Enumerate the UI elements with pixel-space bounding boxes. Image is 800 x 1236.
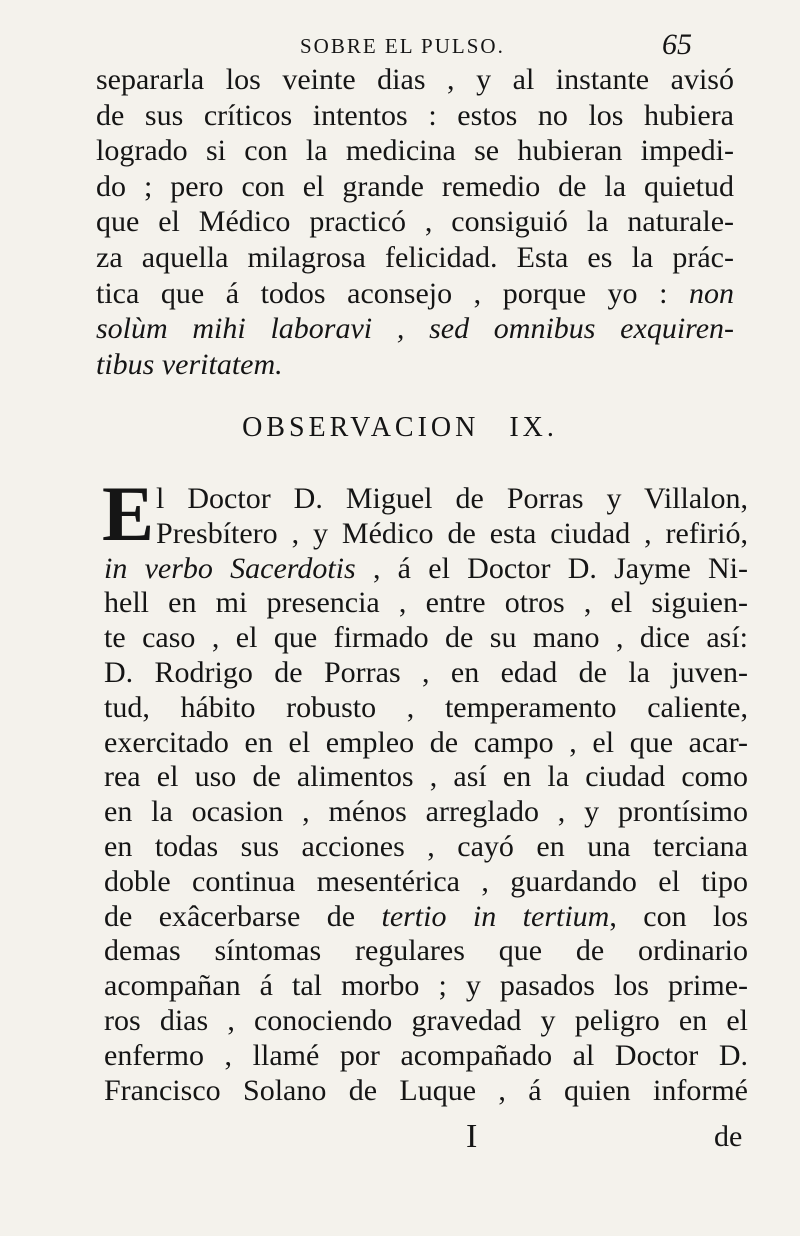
text-line: enfermo , llamé por acompañado al Doctor D.: [104, 1038, 748, 1072]
text-line: Presbítero , y Médico de esta ciudad , refirió,: [156, 516, 748, 550]
text-line: de sus críticos intentos : estos no los hubiera: [96, 98, 734, 132]
latin-phrase: non: [689, 276, 735, 310]
section-heading: [0, 412, 800, 444]
latin-phrase: tibus veritatem.: [96, 347, 283, 381]
text-line: logrado si con la medicina se hubieran impedi-: [96, 134, 734, 168]
running-head: SOBRE EL PULSO.: [300, 34, 505, 58]
text-line: en todas sus acciones , cayó en una terciana: [104, 829, 748, 863]
text-line: exercitado en el empleo de campo , el que acar-: [104, 725, 748, 759]
line-text: , á el Doctor D. Jayme Ni-: [372, 551, 748, 585]
latin-phrase: in verbo Sacerdotis: [104, 551, 356, 585]
catchword: de: [714, 1120, 743, 1153]
latin-phrase: tertio in tertium: [381, 899, 610, 933]
section-numeral: IX.: [509, 412, 558, 443]
text-line: [96, 347, 734, 383]
text-line: te caso , el que firmado de su mano , dice así:: [104, 621, 748, 655]
page-number: 65: [662, 28, 692, 61]
latin-phrase: solùm mihi laboravi ,: [96, 312, 405, 346]
text-line: l Doctor D. Miguel de Porras y Villalon,: [156, 482, 748, 515]
line-text: , con los: [609, 899, 749, 933]
text-line: [104, 900, 748, 935]
text-line: [104, 552, 748, 587]
text-line: en la ocasion , ménos arreglado , y prontísimo: [104, 795, 748, 829]
text-line: Francisco Solano de Luque , á quien informé: [104, 1073, 748, 1107]
page-footer: [0, 1118, 800, 1158]
observation-paragraph: [102, 470, 749, 1108]
text-line: [96, 311, 734, 347]
text-line: tud, hábito robusto , temperamento caliente,: [104, 690, 748, 724]
text-line: do ; pero con el grande remedio de la quietud: [96, 169, 734, 203]
text-line: [96, 276, 734, 312]
paragraph-continuation: [96, 62, 734, 382]
text-line: doble continua mesentérica , guardando el tipo: [104, 864, 748, 898]
text-line: demas síntomas regulares que de ordinario: [104, 934, 748, 968]
text-line: acompañan á tal morbo ; y pasados los prime-: [104, 969, 748, 1003]
line-text: de exâcerbarse de: [104, 899, 356, 933]
text-line: separarla los veinte dias , y al instante avisó: [96, 63, 734, 96]
text-line: rea el uso de alimentos , así en la ciudad como: [104, 760, 748, 794]
text-line: ros dias , conociendo gravedad y peligro en el: [104, 1003, 748, 1037]
text-line: D. Rodrigo de Porras , en edad de la juven-: [104, 655, 748, 689]
latin-phrase: sed omnibus exquiren-: [429, 312, 735, 346]
text-line: hell en mi presencia , entre otros , el siguien-: [104, 586, 748, 620]
text-line: za aquella milagrosa felicidad. Esta es la prác-: [96, 240, 734, 274]
section-title: OBSERVACION: [242, 412, 480, 443]
drop-cap: E: [102, 470, 155, 557]
line-text: tica que á todos aconsejo , porque yo :: [96, 276, 668, 310]
signature-mark: I: [466, 1118, 478, 1155]
text-line: que el Médico practicó , consiguió la naturale-: [96, 205, 734, 239]
